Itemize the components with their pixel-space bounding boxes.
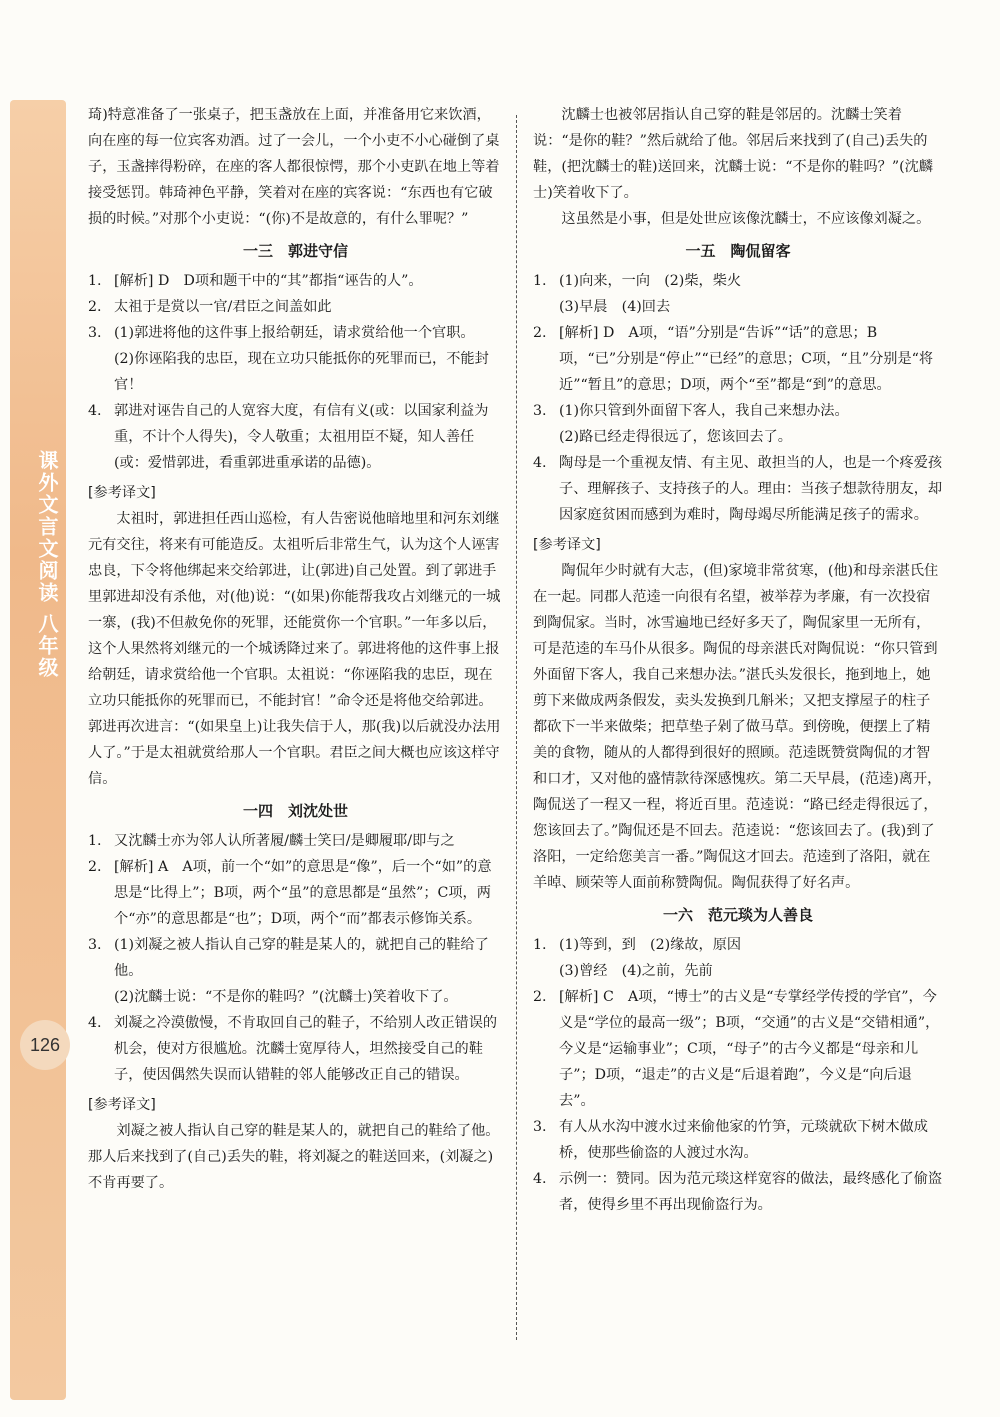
s14-q3-part2: (2)沈麟士说：“不是你的鞋吗？”(沈麟士)笑着收下了。 <box>114 989 458 1005</box>
sidebar-title: 课外文言文阅读 八年级 <box>35 450 59 679</box>
s14-conclusion: 这虽然是小事，但是处世应该像沈麟士，不应该像刘凝之。 <box>561 211 931 227</box>
s15-q1: 1. (1)向来，一向 (2)柴，柴火 <box>533 273 742 289</box>
s16-q1: 1. (1)等到，到 (2)缘故，原因 <box>533 937 742 953</box>
s13-translation: 太祖时，郭进担任西山巡检，有人告密说他暗地里和河东刘继元有交往，将来有可能造反。太祖听后非常生气，认为这个人诬害忠良，下令将他绑起来交给郭进，让(郭进)自己处置。到了郭进手里郭进却没有杀他，对(他)说：“(如果)你能帮我攻占刘继元的一城一寨，(我)不但赦免你的死罪，还能赏你一个官职。”一年多以后，这个人果然将刘继元的一个城诱降过来了。郭进将他的这件事上报给朝廷，请求赏给他一个官职。太祖说：“你诬陷我的忠臣，现在立功只能抵你的死罪而已，不能封官！”命令还是将他交给郭进。郭进再次进言：“(如果皇上)让我失信于人，那(我)以后就没办法用人了。”于是太祖就赏给那人一个官职。君臣之间大概也应该这样守信。 <box>88 511 501 787</box>
column-divider <box>516 115 517 1340</box>
s14-q4: 4. 刘凝之冷漠傲慢，不肯取回自己的鞋子，不给别人改正错误的机会，使对方很尴尬。沈麟士宽厚待人，坦然接受自己的鞋子，使因偶然失误而认错鞋的邻人能够改正自己的错误。 <box>88 1015 498 1083</box>
intro-paragraph: 琦)特意准备了一张桌子，把玉盏放在上面，并准备用它来饮酒，向在座的每一位宾客劝酒。过了一会儿，一个小吏不小心碰倒了桌子，玉盏摔得粉碎，在座的客人都很惊愕，那个小吏趴在地上等着接受惩罚。韩琦神色平静，笑着对在座的宾客说：“东西也有它破损的时候。”对那个小吏说：“(你)不是故意的，有什么罪呢？” <box>88 107 500 227</box>
s16-q3: 3. 有人从水沟中渡水过来偷他家的竹笋，元琰就砍下树木做成桥，使那些偷盗的人渡过水沟。 <box>533 1119 928 1161</box>
s13-q3-part2: (2)你诬陷我的忠臣，现在立功只能抵你的死罪而已，不能封官！ <box>114 351 489 393</box>
s13-q3: 3. (1)郭进将他的这件事上报给朝廷，请求赏给他一个官职。 <box>88 325 475 341</box>
section-16-title: 一六 范元琰为人善良 <box>662 906 813 924</box>
s15-q2: 2. [解析] D A项，“语”分别是“告诉”“话”的意思；B项，“已”分别是“停止”“已经”的意思；C项，“且”分别是“将近”“暂且”的意思；D项，两个“至”都是“到”的意思。 <box>533 325 934 393</box>
s15-ref-label: [参考译文] <box>533 537 601 553</box>
s16-q1-part2: (3)曾经 (4)之前，先前 <box>559 963 713 979</box>
s14-translation: 刘凝之被人指认自己穿的鞋是某人的，就把自己的鞋给了他。那人后来找到了(自己)丢失的鞋，将刘凝之的鞋送回来，(刘凝之)不肯再要了。 <box>88 1123 500 1191</box>
s13-ref-label: [参考译文] <box>88 485 156 501</box>
s15-q3-part2: (2)路已经走得很远了，您该回去了。 <box>559 429 792 445</box>
s16-q2: 2. [解析] C A项，“博士”的古义是“专掌经学传授的学官”，今义是“学位的最高一级”；B项，“交通”的古义是“交错相通”，今义是“运输事业”；C项，“母子”的古今义都是“母亲和儿子”；D项，“退走”的古义是“后退着跑”，今义是“向后退去”。 <box>533 989 940 1109</box>
s14-q1: 1. 又沈麟士亦为邻人认所著履/麟士笑曰/是卿履耶/即与之 <box>88 833 455 849</box>
sidebar-band <box>10 100 66 1400</box>
s14-q2: 2. [解析] A A项，前一个“如”的意思是“像”，后一个“如”的意思是“比得上”；B项，两个“虽”的意思都是“虽然”；C项，两个“亦”的意思都是“也”；D项，两个“而”都表示修饰关系。 <box>88 859 492 927</box>
section-13-title: 一三 郭进守信 <box>242 242 348 260</box>
s15-translation: 陶侃年少时就有大志，(但)家境非常贫寒，(他)和母亲湛氏住在一起。同郡人范逵一向很有名望，被举荐为孝廉，有一次投宿到陶侃家。当时，冰雪遍地已经好多天了，陶侃家里一无所有，可是范逵的车马仆从很多。陶侃的母亲湛氏对陶侃说：“你只管到外面留下客人，我自己来想办法。”湛氏头发很长，拖到地上，她剪下来做成两条假发，卖头发换到几斛米；又把支撑屋子的柱子都砍下一半来做柴；把草垫子剁了做马草。到傍晚，便摆上了精美的食物，随从的人都得到很好的照顾。范逵既赞赏陶侃的才智和口才，又对他的盛情款待深感愧疚。第二天早晨，(范逵)离开，陶侃送了一程又一程，将近百里。范逵说：“路已经走得很远了，您该回去了。”陶侃还是不回去。范逵说：“您该回去了。(我)到了洛阳，一定给您美言一番。”陶侃这才回去。范逵到了洛阳，就在羊晫、顾荣等人面前称赞陶侃。陶侃获得了好名声。 <box>533 563 942 891</box>
right-column <box>533 102 943 1218</box>
s16-q4: 4. 示例一：赞同。因为范元琰这样宽容的做法，最终感化了偷盗者，使得乡里不再出现偷盗行为。 <box>533 1171 943 1213</box>
s13-q1: 1. [解析] D D项和题干中的“其”都指“诬告的人”。 <box>88 273 423 289</box>
s13-q2: 2. 太祖于是赏以一官/君臣之间盖如此 <box>88 299 332 315</box>
section-15-title: 一五 陶侃留客 <box>685 242 791 260</box>
s15-q1-part2: (3)早晨 (4)回去 <box>559 299 671 315</box>
section-14-title: 一四 刘沈处世 <box>242 802 348 820</box>
left-column <box>88 102 503 1196</box>
s14-ref-label: [参考译文] <box>88 1097 156 1113</box>
s14-translation-cont: 沈麟士也被邻居指认自己穿的鞋是邻居的。沈麟士笑着说：“是你的鞋？”然后就给了他。邻居后来找到了(自己)丢失的鞋，(把沈麟士的鞋)送回来，沈麟士说：“不是你的鞋吗？”(沈麟士)笑着收下了。 <box>533 107 933 201</box>
page-number: 126 <box>20 1020 70 1070</box>
s14-q3: 3. (1)刘凝之被人指认自己穿的鞋是某人的，就把自己的鞋给了他。 <box>88 937 489 979</box>
s15-q3: 3. (1)你只管到外面留下客人，我自己来想办法。 <box>533 403 849 419</box>
s13-q4: 4. 郭进对诬告自己的人宽容大度，有信有义(或：以国家利益为重，不计个人得失)，令人敬重；太祖用臣不疑，知人善任(或：爱惜郭进，看重郭进重承诺的品德)。 <box>88 403 489 471</box>
s15-q4: 4. 陶母是一个重视友情、有主见、敢担当的人，也是一个疼爱孩子、理解孩子、支持孩子的人。理由：当孩子想款待朋友，却因家庭贫困而感到为难时，陶母竭尽所能满足孩子的需求。 <box>533 455 943 523</box>
